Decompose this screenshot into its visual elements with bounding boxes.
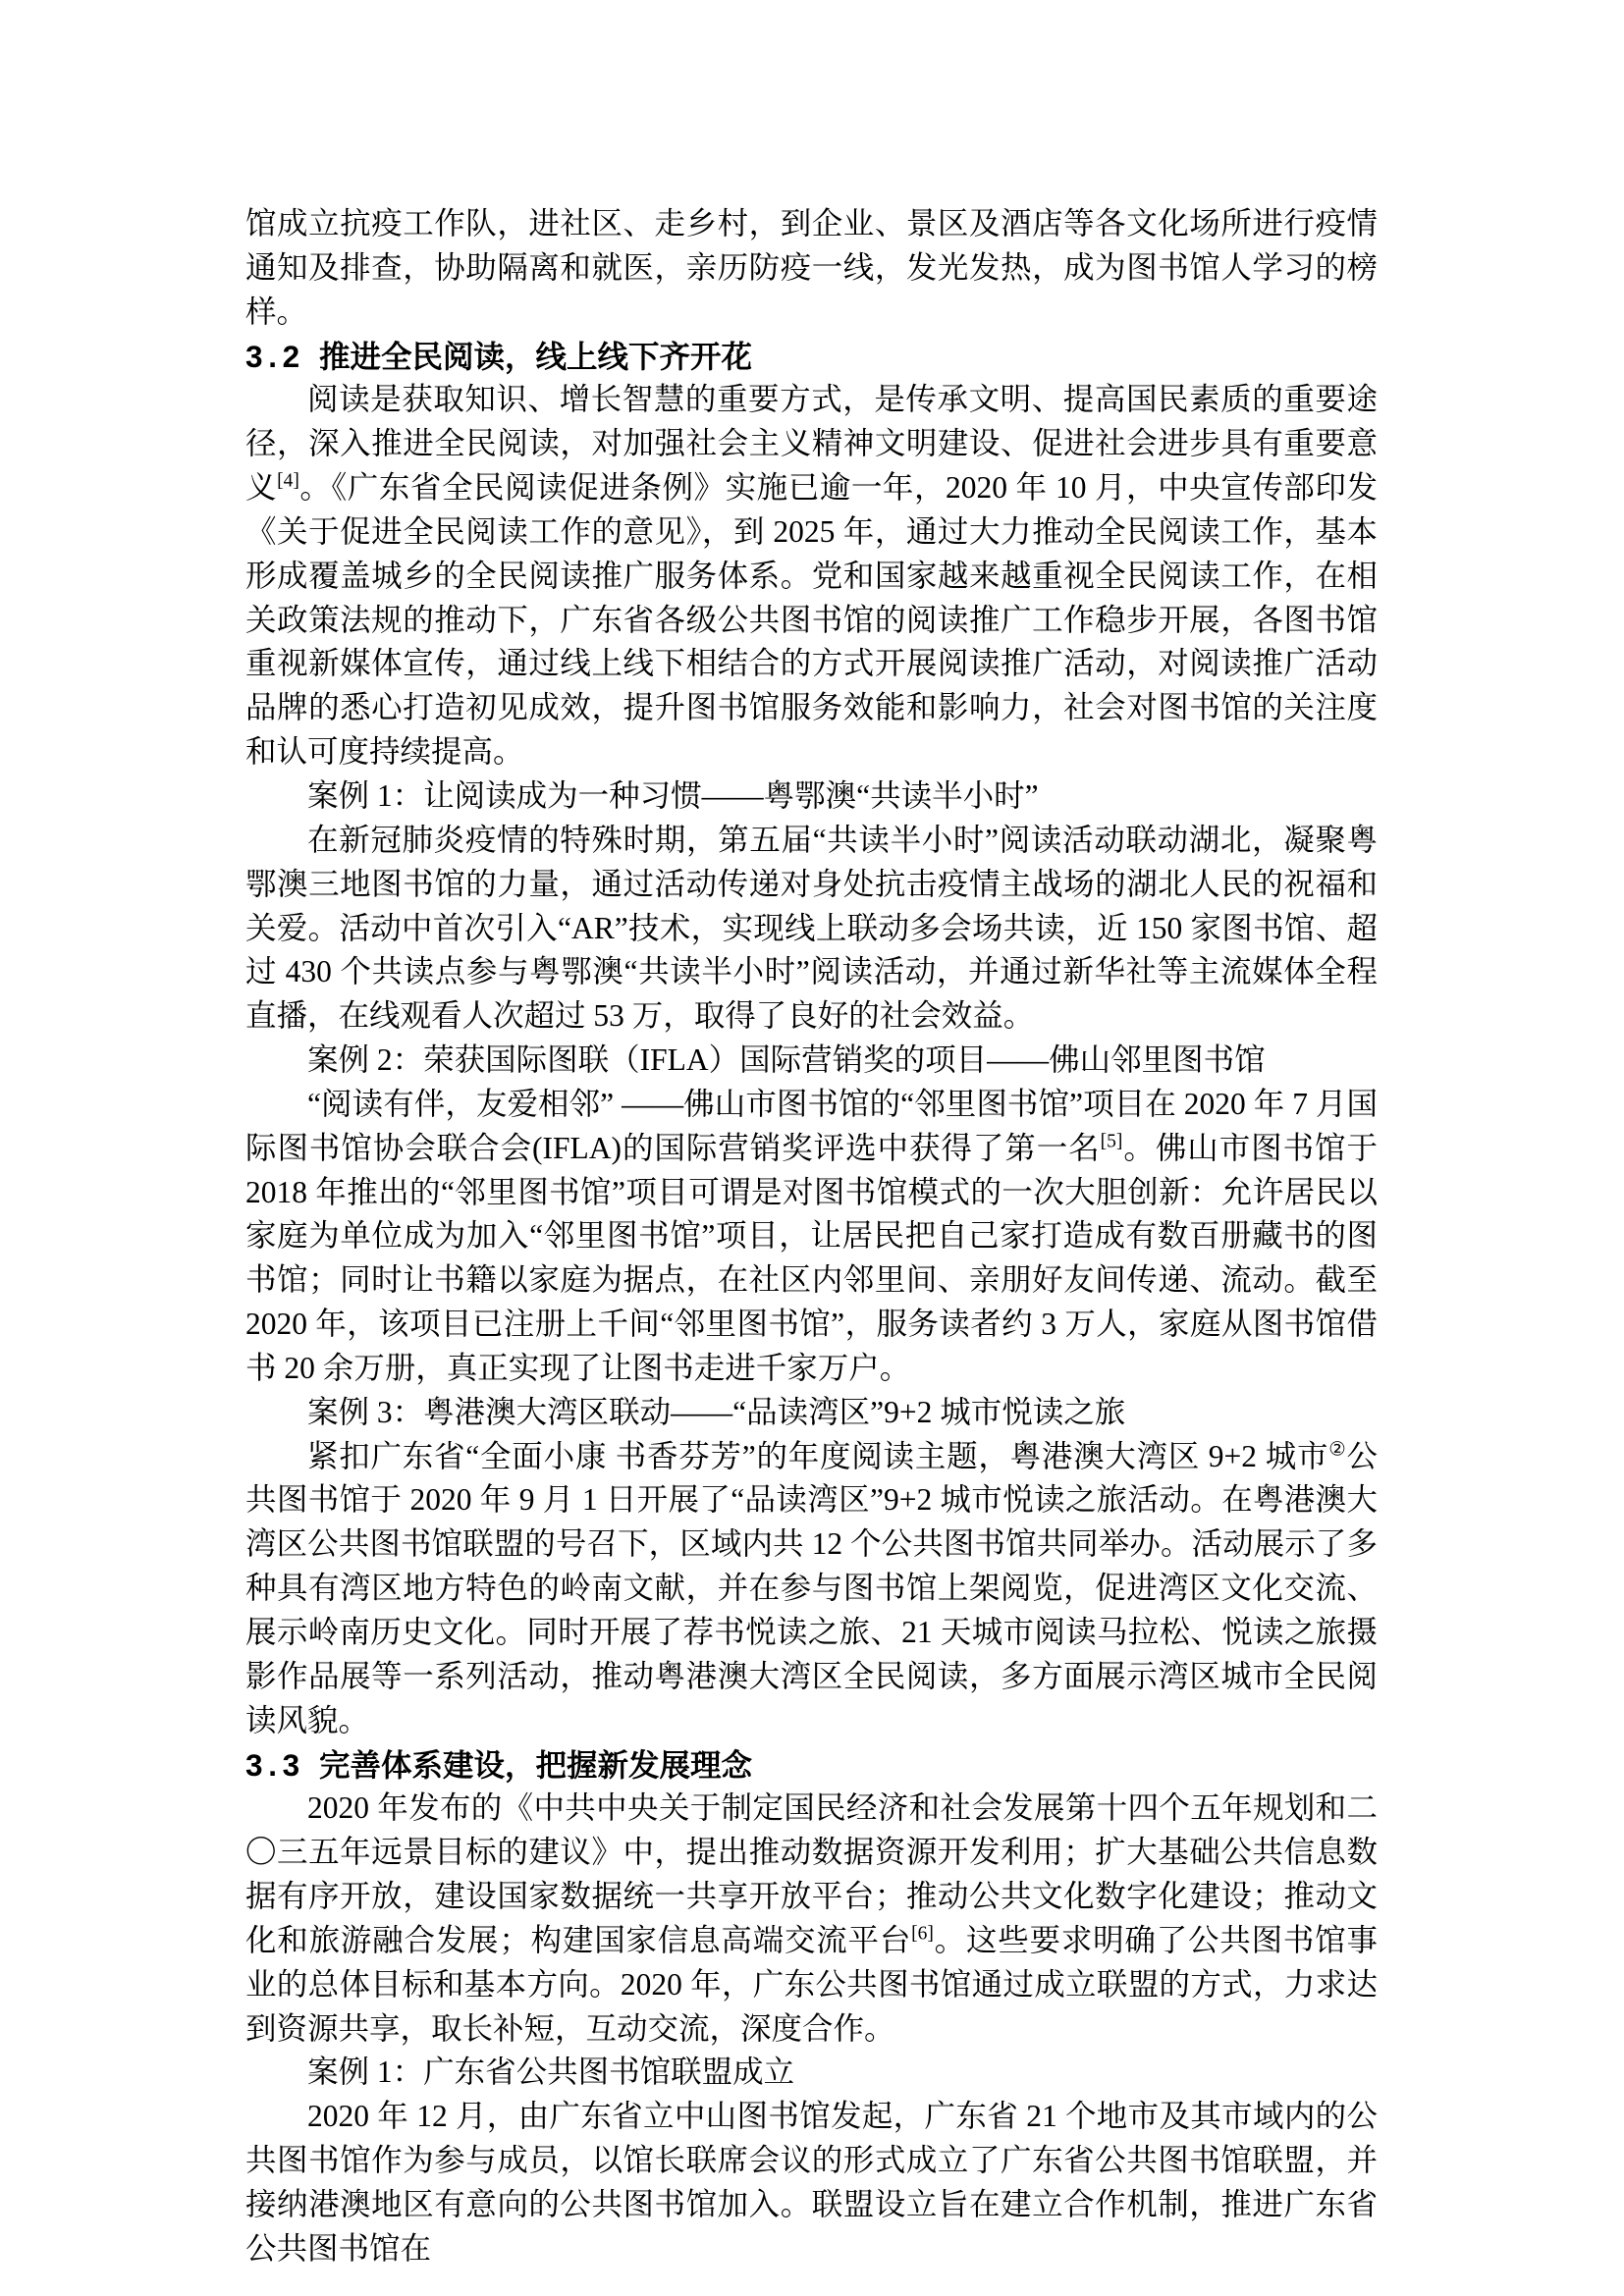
footnote-marker: [4] (277, 470, 299, 492)
paragraph: 馆成立抗疫工作队，进社区、走乡村，到企业、景区及酒店等各文化场所进行疫情通知及排查，协助隔离和就医，亲历防疫一线，发光发热，成为图书馆人学习的榜样。 (245, 206, 1378, 329)
section-title: 推进全民阅读，线上线下齐开花 (318, 338, 752, 374)
footnote-marker: ② (1328, 1439, 1347, 1461)
paragraph: 紧扣广东省“全面小康 书香芬芳”的年度阅读主题，粤港澳大湾区 9+2 城市②公共图书馆于 2020 年 9 月 1 日开展了“品读湾区”9+2 城市悦读之旅活动。在粤港澳大湾区公共图书馆联盟的号召下，区域内共 12 个公共图书馆共同举办。活动展示了多种具有湾区地方特色的岭南文献，并在参与图书馆上架阅览，促进湾区文化交流、展示岭南历史文化。同时开展了荐书悦读之旅、21 天城市阅读马拉松、悦读之旅摄影作品展等一系列活动，推动粤港澳大湾区全民阅读，多方面展示湾区城市全民阅读风貌。 (245, 1438, 1379, 1737)
paragraph: 案例 1：广东省公共图书馆联盟成立 (307, 2055, 795, 2090)
paragraph: 在新冠肺炎疫情的特殊时期，第五届“共读半小时”阅读活动联动湖北，凝聚粤鄂澳三地图书馆的力量，通过活动传递对身处抗击疫情主战场的湖北人民的祝福和关爱。活动中首次引入“AR”技术，实现线上联动多会场共读，近 150 家图书馆、超过 430 个共读点参与粤鄂澳“共读半小时”阅读活动，并通过新华社等主流媒体全程直播，在线观看人次超过 53 万，取得了良好的社会效益。 (245, 822, 1378, 1034)
paragraph: 阅读是获取知识、增长智慧的重要方式，是传承文明、提高国民素质的重要途径，深入推进全民阅读，对加强社会主义精神文明建设、促进社会进步具有重要意义[4]。《广东省全民阅读促进条例》实施已逾一年，2020 年 10 月，中央宣传部印发《关于促进全民阅读工作的意见》，到 2025 年，通过大力推动全民阅读工作，基本形成覆盖城乡的全民阅读推广服务体系。党和国家越来越重视全民阅读工作，在相关政策法规的推动下，广东省各级公共图书馆的阅读推广工作稳步开展，各图书馆重视新媒体宣传，通过线上线下相结合的方式开展阅读推广活动，对阅读推广活动品牌的悉心打造初见成效，提升图书馆服务效能和影响力，社会对图书馆的关注度和认可度持续提高。 (245, 382, 1378, 770)
paragraph: “阅读有伴，友爱相邻” ——佛山市图书馆的“邻里图书馆”项目在 2020 年 7 月国际图书馆协会联合会(IFLA)的国际营销奖评选中获得了第一名[5]。佛山市图书馆于 2018 年推出的“邻里图书馆”项目可谓是对图书馆模式的一次大胆创新：允许居民以家庭为单位成为加入“邻里图书馆”项目，让居民把自己家打造成有数百册藏书的图书馆；同时让书籍以家庭为据点，在社区内邻里间、亲朋好友间传递、流动。截至 2020 年，该项目已注册上千间“邻里图书馆”，服务读者约 3 万人，家庭从图书馆借书 20 余万册，真正实现了让图书走进千家万户。 (245, 1086, 1378, 1385)
paragraph: 案例 3：粤港澳大湾区联动——“品读湾区”9+2 城市悦读之旅 (307, 1394, 1126, 1429)
footnote-marker: [6] (911, 1923, 934, 1945)
page-body (245, 202, 1378, 2271)
section-number: 3.2 (245, 338, 305, 374)
section-heading (245, 1743, 1378, 1788)
paragraph: 案例 2：荣获国际图联（IFLA）国际营销奖的项目——佛山邻里图书馆 (307, 1042, 1266, 1078)
footnote-marker: [5] (1100, 1131, 1123, 1152)
paragraph: 案例 1：让阅读成为一种习惯——粤鄂澳“共读半小时” (307, 777, 1039, 813)
section-number: 3.3 (245, 1746, 305, 1783)
section-title: 完善体系建设，把握新发展理念 (318, 1746, 752, 1783)
paragraph: 2020 年发布的《中共中央关于制定国民经济和社会发展第十四个五年规划和二〇三五年远景目标的建议》中，提出推动数据资源开发利用；扩大基础公共信息数据有序开放，建设国家数据统一共享开放平台；推动公共文化数字化建设；推动文化和旅游融合发展；构建国家信息高端交流平台[6]。这些要求明确了公共图书馆事业的总体目标和基本方向。2020 年，广东公共图书馆通过成立联盟的方式，力求达到资源共享，取长补短，互动交流，深度合作。 (245, 1790, 1378, 2046)
section-heading (245, 335, 1378, 379)
paragraph: 2020 年 12 月，由广东省立中山图书馆发起，广东省 21 个地市及其市域内的公共图书馆作为参与成员，以馆长联席会议的形式成立了广东省公共图书馆联盟，并接纳港澳地区有意向的公共图书馆加入。联盟设立旨在建立合作机制，推进广东省公共图书馆在 (245, 2099, 1378, 2266)
